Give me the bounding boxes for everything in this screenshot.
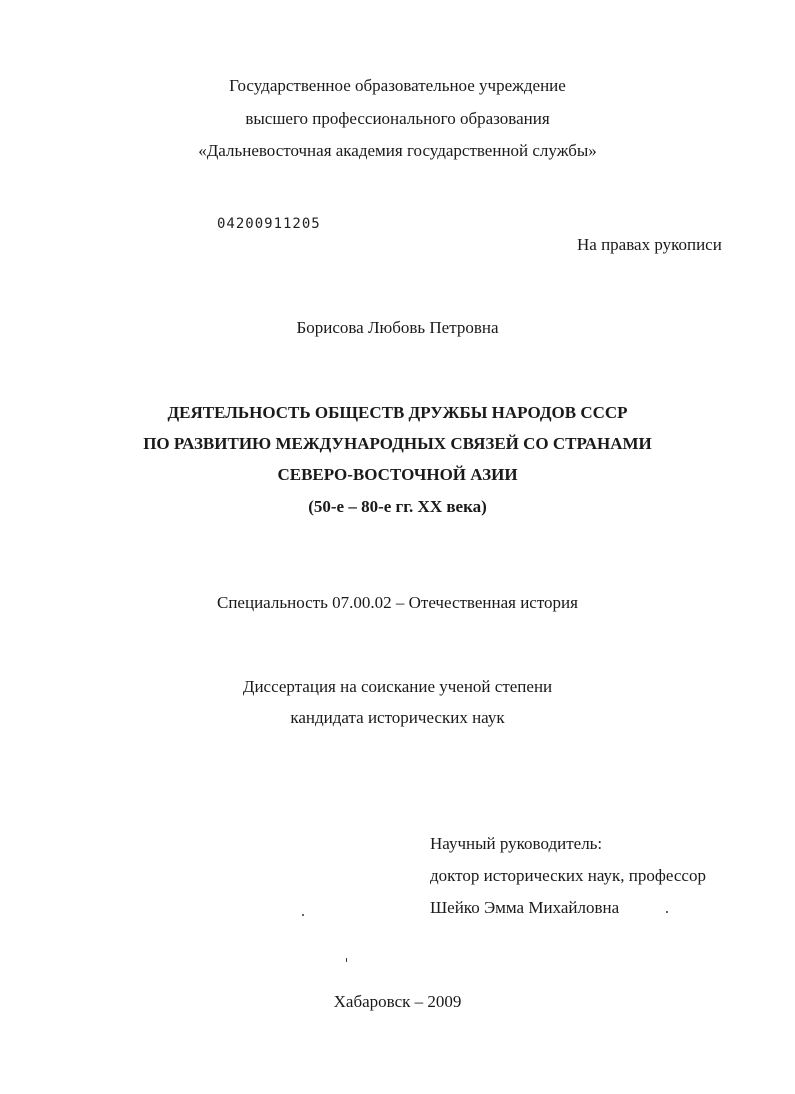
- degree-line-2: кандидата исторических наук: [290, 708, 505, 727]
- scan-speck: [346, 958, 347, 962]
- city-year: Хабаровск – 2009: [333, 992, 462, 1011]
- supervisor-credentials: доктор исторических наук, профессор: [430, 866, 706, 885]
- catalog-number: 04200911205: [217, 216, 321, 232]
- scan-speck: [302, 914, 304, 916]
- title-line-1: ДЕЯТЕЛЬНОСТЬ ОБЩЕСТВ ДРУЖБЫ НАРОДОВ СССР: [167, 403, 628, 422]
- degree-line-1: Диссертация на соискание ученой степени: [242, 677, 553, 696]
- institution-line-2: высшего профессионального образования: [245, 109, 550, 128]
- institution-line-3: «Дальневосточная академия государственной службы»: [198, 141, 597, 160]
- scan-speck: [666, 911, 668, 913]
- title-line-2: ПО РАЗВИТИЮ МЕЖДУНАРОДНЫХ СВЯЗЕЙ СО СТРАНАМИ: [143, 434, 652, 453]
- specialty: Специальность 07.00.02 – Отечественная история: [217, 593, 578, 612]
- supervisor-name: Шейко Эмма Михайловна: [430, 898, 620, 917]
- supervisor-label: Научный руководитель:: [430, 834, 603, 853]
- title-line-4: (50-е – 80-е гг. XX века): [308, 497, 487, 516]
- title-line-3: СЕВЕРО-ВОСТОЧНОЙ АЗИИ: [277, 465, 518, 484]
- author-name: Борисова Любовь Петровна: [296, 318, 499, 337]
- institution-line-1: Государственное образовательное учреждение: [229, 76, 566, 95]
- manuscript-note: На правах рукописи: [577, 235, 722, 254]
